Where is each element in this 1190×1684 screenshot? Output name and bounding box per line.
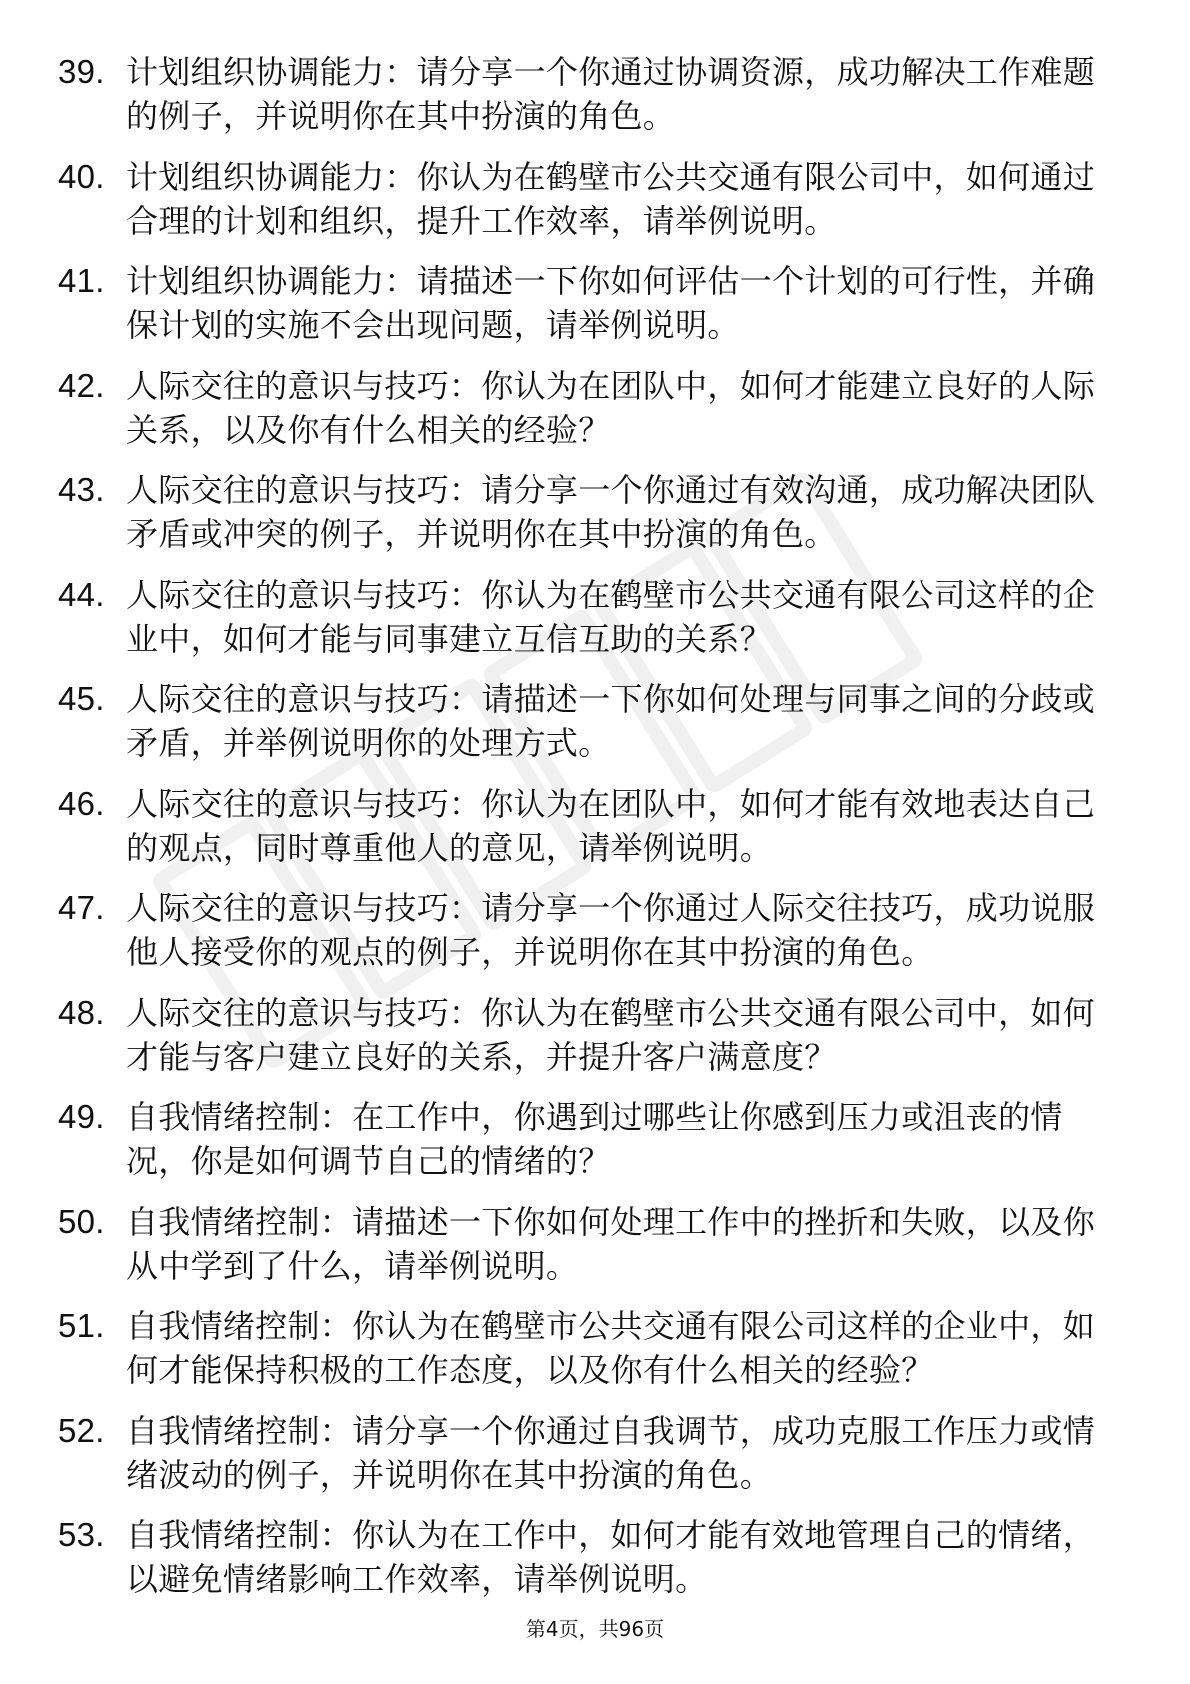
question-item <box>58 573 1118 661</box>
question-text: 人际交往的意识与技巧：你认为在团队中，如何才能建立良好的人际关系，以及你有什么相关的经验？ <box>126 366 1096 449</box>
question-item <box>58 1095 1118 1183</box>
question-text: 计划组织协调能力：请描述一下你如何评估一个计划的可行性，并确保计划的实施不会出现问题，请举例说明。 <box>126 262 1096 344</box>
question-text: 人际交往的意识与技巧：你认为在鹤壁市公共交通有限公司中，如何才能与客户建立良好的关系，并提升客户满意度？ <box>126 993 1096 1076</box>
question-number: 42. <box>58 366 105 404</box>
question-text: 自我情绪控制：你认为在鹤壁市公共交通有限公司这样的企业中，如何才能保持积极的工作态度，以及你有什么相关的经验？ <box>126 1307 1096 1389</box>
question-number: 52. <box>58 1411 105 1449</box>
question-text: 人际交往的意识与技巧：请描述一下你如何处理与同事之间的分歧或矛盾，并举例说明你的处理方式。 <box>126 680 1096 762</box>
question-item <box>58 677 1118 765</box>
question-text: 自我情绪控制：请描述一下你如何处理工作中的挫折和失败，以及你从中学到了什么，请举例说明。 <box>126 1202 1096 1285</box>
question-item <box>58 1304 1118 1392</box>
question-number: 51. <box>58 1307 105 1344</box>
question-item <box>58 1513 1118 1601</box>
question-item <box>58 1409 1118 1497</box>
question-list <box>58 50 1118 1618</box>
question-item <box>58 50 1118 138</box>
question-text: 计划组织协调能力：你认为在鹤壁市公共交通有限公司中，如何通过合理的计划和组织，提升工作效率，请举例说明。 <box>126 157 1096 240</box>
question-item <box>58 782 1118 870</box>
page-footer: 第4页，共96页 <box>525 1617 665 1641</box>
question-item <box>58 364 1118 452</box>
question-number: 47. <box>58 889 105 926</box>
question-number: 40. <box>58 157 105 195</box>
question-item <box>58 991 1118 1079</box>
question-item <box>58 886 1118 974</box>
question-number: 53. <box>58 1516 105 1553</box>
question-item <box>58 1200 1118 1288</box>
question-number: 43. <box>58 471 105 508</box>
question-number: 46. <box>58 784 105 822</box>
question-number: 50. <box>58 1202 105 1240</box>
question-text: 自我情绪控制：你认为在工作中，如何才能有效地管理自己的情绪，以避免情绪影响工作效率，请举例说明。 <box>126 1516 1096 1598</box>
question-number: 48. <box>58 993 105 1031</box>
question-number: 41. <box>58 262 105 299</box>
question-item <box>58 259 1118 347</box>
question-text: 人际交往的意识与技巧：请分享一个你通过有效沟通，成功解决团队矛盾或冲突的例子，并说明你在其中扮演的角色。 <box>126 471 1096 553</box>
question-number: 49. <box>58 1098 105 1135</box>
question-text: 人际交往的意识与技巧：你认为在团队中，如何才能有效地表达自己的观点，同时尊重他人的意见，请举例说明。 <box>126 784 1096 867</box>
question-number: 39. <box>58 53 105 90</box>
question-text: 自我情绪控制：在工作中，你遇到过哪些让你感到压力或沮丧的情况，你是如何调节自己的情绪的？ <box>126 1098 1063 1180</box>
question-text: 人际交往的意识与技巧：你认为在鹤壁市公共交通有限公司这样的企业中，如何才能与同事建立互信互助的关系？ <box>126 575 1096 658</box>
question-text: 计划组织协调能力：请分享一个你通过协调资源，成功解决工作难题的例子，并说明你在其中扮演的角色。 <box>126 53 1096 135</box>
question-item <box>58 155 1118 243</box>
question-text: 人际交往的意识与技巧：请分享一个你通过人际交往技巧，成功说服他人接受你的观点的例子，并说明你在其中扮演的角色。 <box>126 889 1096 971</box>
question-number: 44. <box>58 575 105 613</box>
question-text: 自我情绪控制：请分享一个你通过自我调节，成功克服工作压力或情绪波动的例子，并说明你在其中扮演的角色。 <box>126 1411 1096 1494</box>
question-number: 45. <box>58 680 105 717</box>
question-item <box>58 468 1118 556</box>
